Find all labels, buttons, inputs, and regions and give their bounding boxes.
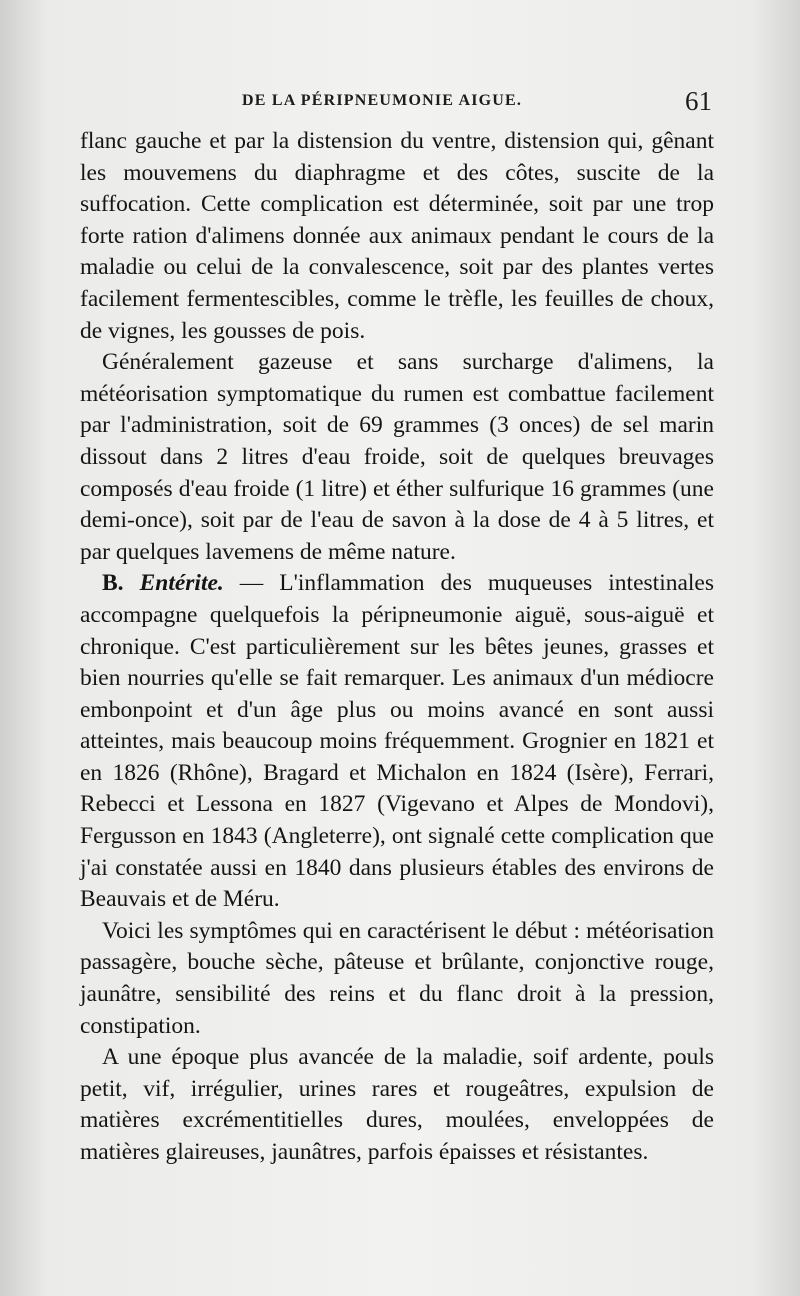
paragraph: flanc gauche et par la distension du ventre, distension qui, gênant les mouvemens du diaphragme et des côtes, suscite de la suffocation. Cette complication est déterminée, soit par une trop forte ration d'alimens donnée aux animaux pendant le cours de la maladie ou celui de la convalescence, soit par des plantes vertes facilement fermentescibles, comme le trèfle, les feuilles de choux, de vignes, les gousses de pois. bbox=[80, 128, 714, 344]
section-letter: B. bbox=[102, 570, 124, 597]
paragraph: A une époque plus avancée de la maladie, soif ardente, pouls petit, vif, irrégulier, urines rares et rougeâtres, expulsion de matières excrémentitielles dures, moulées, enveloppées de matières glaireuses, jaunâtres, parfois épaisses et résistantes. bbox=[80, 1044, 714, 1165]
page-number: 61 bbox=[685, 86, 712, 116]
section-title: Entérite. bbox=[139, 570, 224, 597]
section-paragraph-enterite bbox=[80, 568, 714, 916]
paragraph: Généralement gazeuse et sans surcharge d'alimens, la météorisation symptomatique du rumen est combattue facilement par l'administration, soit de 69 grammes (3 onces) de sel marin dissout dans 2 litres d'eau froide, soit de quelques breuvages composés d'eau froide (1 litre) et éther sulfurique 16 grammes (une demi-once), soit par de l'eau de savon à la dose de 4 à 5 litres, et par quelques lavemens de même nature. bbox=[80, 349, 714, 565]
body-text bbox=[80, 126, 714, 1169]
page-header bbox=[80, 86, 712, 116]
section-text: — L'inflammation des muqueuses intestinales accompagne quelquefois la péripneumonie aiguë, sous-aiguë et chronique. C'est particulièrement sur les bêtes jeunes, grasses et bien nourries qu'elle se fait remarquer. Les animaux d'un médiocre embonpoint et d'un âge plus ou moins avancé en sont aussi atteintes, mais beaucoup moins fréquemment. Grognier en 1821 et en 1826 (Rhône), Bragard et Michalon en 1824 (Isère), Ferrari, Rebecci et Lessona en 1827 (Vigevano et Alpes de Mondovi), Fergusson en 1843 (Angleterre), ont signalé cette complication que j'ai constatée aussi en 1840 dans plusieurs étables des environs de Beauvais et de Méru. bbox=[80, 570, 715, 913]
paragraph: Voici les symptômes qui en caractérisent le début : météorisation passagère, bouche sèche, pâteuse et brûlante, conjonctive rouge, jaunâtre, sensibilité des reins et du flanc droit à la pression, constipation. bbox=[80, 917, 714, 1039]
running-head: DE LA PÉRIPNEUMONIE AIGUE. bbox=[242, 92, 523, 109]
